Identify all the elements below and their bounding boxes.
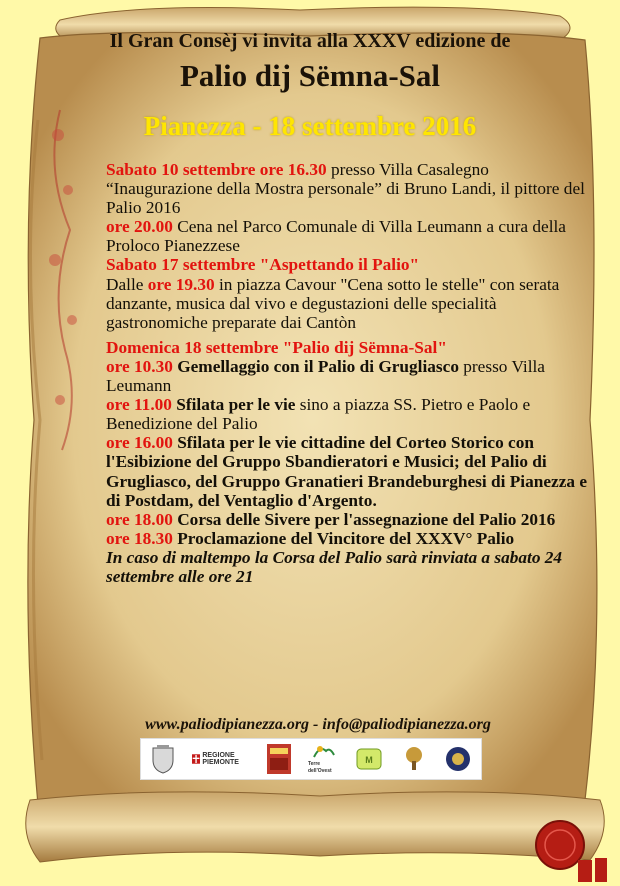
event-item	[106, 433, 590, 509]
event-item	[106, 510, 590, 529]
event-title: Palio dij Sëmna-Sal	[179, 58, 441, 93]
event-item	[106, 275, 590, 332]
sponsor-logos	[140, 738, 482, 780]
event-desc: Cena nel Parco Comunale di Villa Leumann a cura della Proloco Pianezzese	[106, 217, 566, 256]
event-desc-bold: Corsa delle Sivere per l'assegnazione del Palio 2016	[172, 509, 556, 529]
weather-note: In caso di maltempo la Corsa del Palio sarà rinviata a sabato 24 settembre alle ore 21	[106, 547, 563, 586]
event-desc-bold: Proclamazione del Vincitore del XXXV° Palio	[172, 528, 515, 548]
event-item	[106, 357, 590, 395]
terre-ovest-logo	[308, 743, 340, 775]
tree-emblem-icon	[398, 743, 430, 775]
event-time: ore 19.30	[147, 274, 215, 294]
event-desc-bold: Sfilata per le vie	[171, 395, 296, 415]
website-email[interactable]: www.paliodipianezza.org - info@paliodipianezza.org	[145, 716, 491, 733]
event-date: Domenica 18 settembre "Palio dij Sëmna-Sal"	[106, 337, 447, 357]
event-date-place: Pianezza - 18 settembre 2016	[143, 111, 477, 141]
event-date: Sabato 17 settembre "Aspettando il Palio"	[106, 255, 420, 275]
event-time: ore 18.00	[106, 509, 173, 529]
municipal-crest-icon	[147, 743, 179, 775]
event-date: Sabato 10 settembre ore 16.30	[106, 160, 327, 179]
event-item	[106, 529, 590, 548]
event-item	[106, 395, 590, 433]
event-item	[106, 160, 590, 217]
event-time: ore 11.00	[106, 395, 172, 415]
event-desc: in piazza Cavour "Cena sotto le stelle" con serata danzante, musica dal vivo e degustazioni delle specialità gastronomiche preparate dai Cantòn	[106, 274, 560, 332]
event-desc: presso Villa Leumann	[106, 356, 545, 396]
festival-poster-icon	[263, 743, 295, 775]
event-time: ore 18.30	[106, 528, 173, 548]
event-time: ore 10.30	[106, 356, 173, 376]
event-desc-bold: Sfilata per le vie cittadine del Corteo Storico con l'Esibizione del Gruppo Sbandieratori e Musici; del Palio di Grugliasco, del Gruppo Granatieri Brandeburghesi di Pianezza e di Postdam, del Ventaglio d'Argento.	[106, 433, 587, 510]
event-desc: Dalle	[106, 274, 148, 294]
svg-text:M: M	[365, 755, 373, 765]
association-emblem-icon	[442, 743, 474, 775]
terre-ovest-label: Terre dell'Ovest	[307, 761, 332, 774]
event-desc: sino a piazza SS. Pietro e Paolo e Benedizione del Palio	[106, 395, 531, 434]
event-time: ore 20.00	[106, 217, 173, 237]
event-desc-bold: Gemellaggio con il Palio di Grugliasco	[172, 356, 459, 376]
event-desc: presso Villa Casalegno “Inaugurazione della Mostra personale” di Bruno Landi, il pittore del Palio 2016	[106, 160, 585, 218]
event-time: ore 16.00	[106, 433, 173, 453]
program-text	[106, 160, 590, 586]
green-badge-icon	[353, 743, 385, 775]
event-item	[106, 338, 590, 357]
event-item	[106, 217, 590, 255]
invite-line: Il Gran Consèj vi invita alla XXXV edizione de	[109, 30, 511, 52]
event-item	[106, 255, 590, 274]
regione-piemonte-logo	[192, 743, 250, 775]
regione-piemonte-label: REGIONE PIEMONTE	[202, 752, 239, 766]
